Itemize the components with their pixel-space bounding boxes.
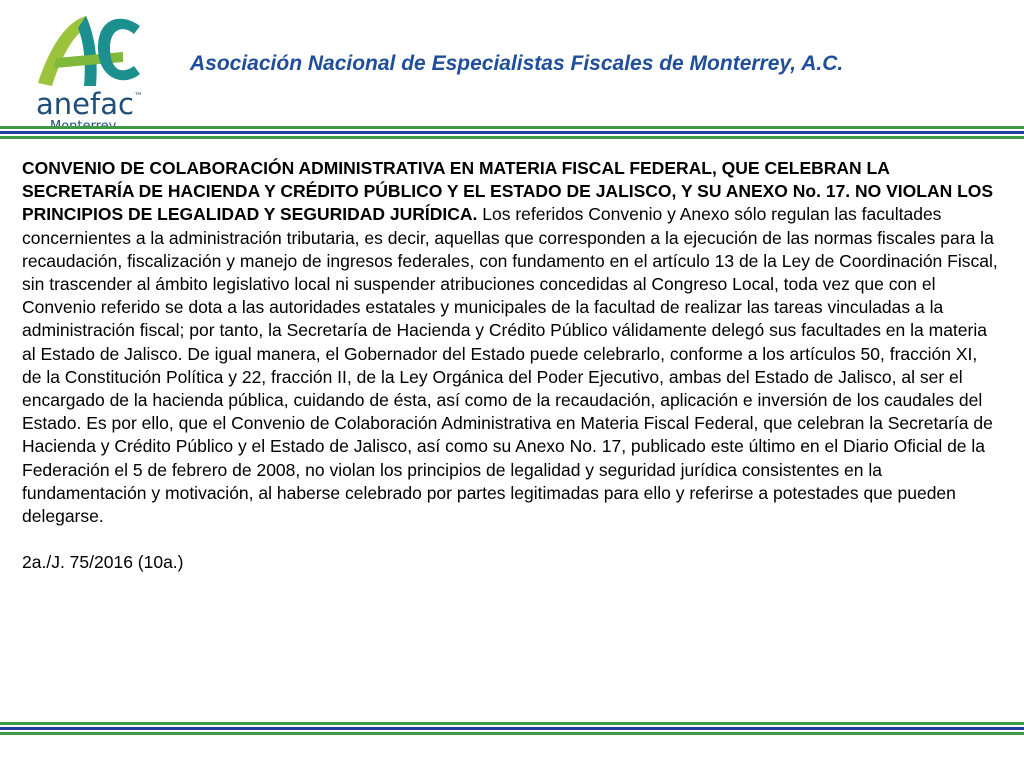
page-title: Asociación Nacional de Especialistas Fiscales de Monterrey, A.C. [190, 52, 844, 75]
thesis-citation: 2a./J. 75/2016 (10a.) [22, 552, 184, 573]
thesis-paragraph [22, 157, 1000, 528]
header-divider [0, 126, 1024, 139]
anefac-logo [28, 8, 158, 126]
footer-divider [0, 722, 1024, 735]
thesis-heading: CONVENIO DE COLABORACIÓN ADMINISTRATIVA EN MATERIA FISCAL FEDERAL, QUE CELEBRAN LA SECRETARÍA DE HACIENDA Y CRÉDITO PÚBLICO Y EL ESTADO DE JALISCO, Y SU ANEXO No. 17. NO VIOLAN LOS PRINCIPIOS DE LEGALIDAD Y SEGURIDAD JURÍDICA. [22, 158, 994, 225]
thesis-body: Los referidos Convenio y Anexo sólo regulan las facultades concernientes a la administración tributaria, es decir, aquellas que corresponden a la ejecución de las normas fiscales para la recaudación, fiscalización y manejo de ingresos federales, con fundamento en el artículo 13 de la Ley de Coordinación Fiscal, sin trascender al ámbito legislativo local ni suspender atribuciones concedidas al Congreso Local, toda vez que con el Convenio referido se dota a las autoridades estatales y municipales de la facultad de realizar las tareas vinculadas a la administración fiscal; por tanto, la Secretaría de Hacienda y Crédito Público válidamente delegó sus facultades en la materia al Estado de Jalisco. De igual manera, el Gobernador del Estado puede celebrarlo, conforme a los artículos 50, fracción XI, de la Constitución Política y 22, fracción II, de la Ley Orgánica del Poder Ejecutivo, ambas del Estado de Jalisco, al ser el encargado de la hacienda pública, cuidando de ésta, así como de la recaudación, aplicación e inversión de los caudales del Estado. Es por ello, que el Convenio de Colaboración Administrativa en Materia Fiscal Federal, que celebran la Secretaría de Hacienda y Crédito Público y el Estado de Jalisco, así como su Anexo No. 17, publicado este último en el Diario Oficial de la Federación el 5 de febrero de 2008, no violan los principios de legalidad y seguridad jurídica consistentes en la fundamentación y motivación, al haberse celebrado por partes legitimadas para ello y referirse a potestades que pueden delegarse. [22, 204, 998, 527]
ae-monogram-icon [28, 8, 158, 98]
logo-wordmark: anefac™ [36, 87, 143, 121]
document-body [22, 157, 1000, 574]
